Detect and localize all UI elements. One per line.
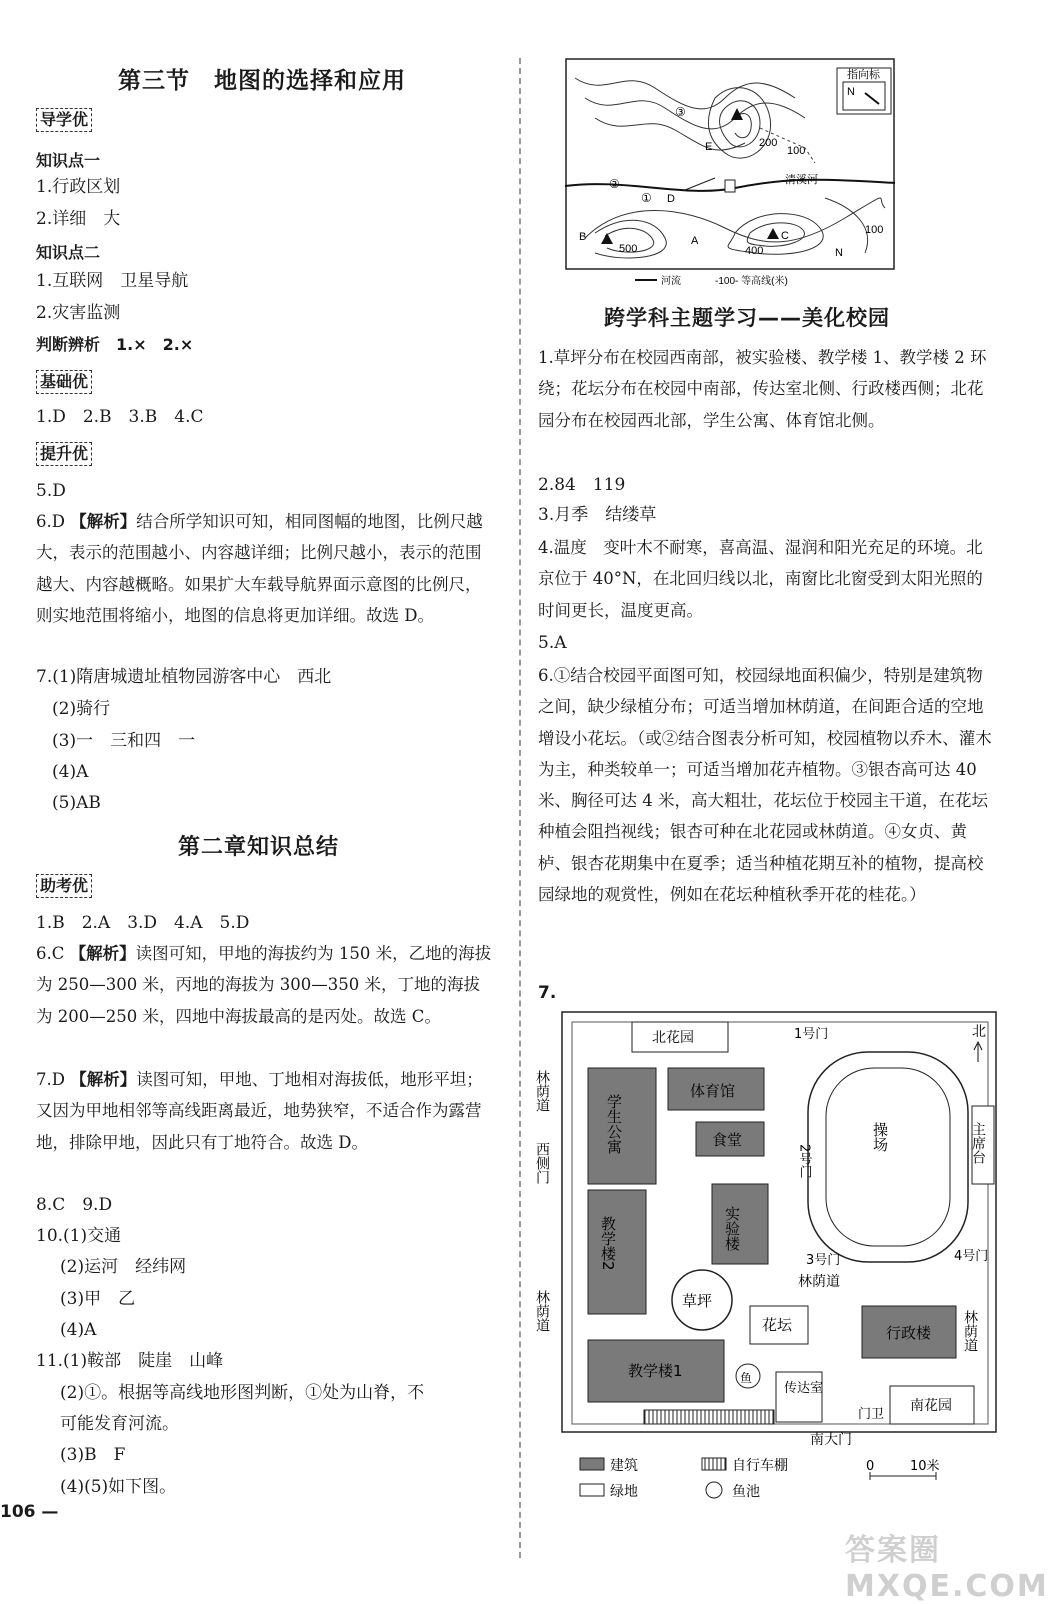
north-garden-label: 北花园 bbox=[652, 1030, 694, 1046]
contour-100: 100 bbox=[787, 145, 806, 157]
teach2-label: 教学楼2 bbox=[599, 1216, 617, 1271]
r-q7: 7. bbox=[538, 983, 557, 1003]
r-q6: 6.①结合校园平面图可知，校园绿地面积偏少，特别是建筑物之间，缺少绿植分布；可适当增加林荫道，在间距合适的空地增设小花坛。（或②结合图表分析可知，校园植物以乔木、灌木为主，种类较单一；可适当增加花卉植物。③银杏高可达 40 米、胸径可达 4 米，高大粗壮，花坛位于校园主干道，在花坛种植会阻挡视线；银杏可种在北花园或林荫道。④女贞、黄栌、银杏花期集中在夏季；适当种植花期互补的植物，提高校园绿地的观赏性，例如在花坛种植秋季开花的桂花。） bbox=[538, 666, 992, 905]
q11-2: (2)①。根据等高线地形图判断，①处为山脊，不 bbox=[60, 1383, 425, 1403]
contour-100b: 100 bbox=[865, 224, 884, 236]
judge-answer: 判断辨析 1.× 2.× bbox=[36, 335, 194, 354]
q11-3: (3)B F bbox=[60, 1445, 126, 1465]
west-gate-label: 西侧门 bbox=[534, 1142, 550, 1184]
q6b-jiexi: 【解析】 bbox=[69, 944, 136, 963]
q5-answer: 5.D bbox=[36, 481, 66, 501]
kp2-item-2: 2.灾害监测 bbox=[36, 303, 121, 323]
legend-contour: -100- 等高线(米) bbox=[715, 276, 788, 287]
q7b-text: 读图可知，甲地、丁地相对海拔低，地形平坦；又因为甲地相邻等高线距离最近，地势狭窄，不适合作为露营地，排除甲地，因此只有丁地符合。故选 D。 bbox=[36, 1070, 483, 1152]
q11-4-5: (4)(5)如下图。 bbox=[60, 1477, 177, 1497]
gate1-label: 1号门 bbox=[794, 1027, 829, 1042]
label-1: ① bbox=[641, 191, 652, 205]
jichu-answers: 1.D 2.B 3.B 4.C bbox=[36, 407, 204, 427]
gate-guard-label: 门卫 bbox=[858, 1407, 885, 1422]
label-a: A bbox=[691, 235, 699, 247]
r-q4: 4.温度 变叶木不耐寒，喜高温、湿润和阳光充足的环境。北京位于 40°N，在北回归线以北，南窗比北窗受到太阳光照的时间更长，温度更高。 bbox=[538, 538, 983, 620]
stand-label: 主席台 bbox=[970, 1122, 986, 1164]
scale-0: 0 bbox=[866, 1459, 875, 1474]
q10-4: (4)A bbox=[60, 1320, 97, 1340]
kp1-item-1: 1.行政区划 bbox=[36, 177, 121, 197]
watermark: 答案圈 MXQE.COM bbox=[845, 1533, 1049, 1604]
north-label: 北 bbox=[972, 1024, 986, 1040]
q6-text: 结合所学知识可知，相同图幅的地图，比例尺越大，表示的范围越小、内容越详细；比例尺越小，表示的范围越大、内容越概略。如果扩大车载导航界面示意图的比例尺，则实地范围将缩小，地图的信息将更加详细。故选 D。 bbox=[36, 512, 483, 625]
dorm-label: 学生公寓 bbox=[605, 1094, 623, 1154]
fish-legend-icon bbox=[706, 1482, 722, 1498]
q8-9-answers: 8.C 9.D bbox=[36, 1195, 113, 1215]
gate4-label: 4号门 bbox=[954, 1249, 989, 1264]
q11-2-cont: 可能发育河流。 bbox=[60, 1414, 179, 1434]
tag-zhukao: 助考优 bbox=[36, 874, 92, 898]
building-legend-icon bbox=[580, 1458, 604, 1470]
contour-500: 500 bbox=[619, 243, 638, 255]
south-gate-label: 南大门 bbox=[810, 1432, 852, 1448]
compass-label: 指向标 bbox=[847, 69, 880, 81]
label-c: C bbox=[781, 230, 789, 242]
q6b-text: 读图可知，甲地的海拔约为 150 米，乙地的海拔为 250—300 米，丙地的海拔为 300—350 米，丁地的海拔为 200—250 米，四地中海拔最高的是丙处。故选 C。 bbox=[36, 944, 492, 1026]
field-label: 操场 bbox=[871, 1122, 889, 1152]
q11-1: 11.(1)鞍部 陡崖 山峰 bbox=[36, 1351, 224, 1371]
bike-legend-icon bbox=[702, 1458, 726, 1470]
page-number: 106 — bbox=[0, 1502, 59, 1522]
legend-green: 绿地 bbox=[610, 1484, 638, 1500]
tag-jichu: 基础优 bbox=[36, 370, 92, 394]
south-garden-label: 南花园 bbox=[910, 1398, 952, 1414]
river-label: 清溪河 bbox=[785, 174, 818, 186]
campus-plan bbox=[534, 1010, 1010, 1530]
teach1-label: 教学楼1 bbox=[628, 1362, 683, 1380]
q7-3: (3)一 三和四 一 bbox=[52, 731, 196, 751]
lin-s-label: 林荫道 bbox=[798, 1274, 840, 1290]
legend-river: 河流 bbox=[661, 276, 681, 287]
contour-200: 200 bbox=[759, 137, 778, 149]
green-legend-icon bbox=[580, 1484, 604, 1496]
column-divider bbox=[519, 58, 521, 1558]
legend-building: 建筑 bbox=[610, 1458, 638, 1474]
section-title: 第三节 地图的选择和应用 bbox=[118, 68, 406, 94]
label-3: ③ bbox=[675, 105, 686, 119]
kp1-item-2: 2.详细 大 bbox=[36, 209, 121, 229]
q7-1: 7.(1)隋唐城遗址植物园游客中心 西北 bbox=[36, 667, 332, 687]
q6-label: 6.D bbox=[36, 512, 65, 531]
lawn-label: 草坪 bbox=[682, 1292, 713, 1310]
label-2: ② bbox=[609, 177, 620, 191]
admin-label: 行政楼 bbox=[886, 1324, 932, 1342]
lab-label: 实验楼 bbox=[723, 1206, 741, 1251]
kp2-heading: 知识点二 bbox=[36, 243, 101, 262]
lin-w2-label: 林荫道 bbox=[534, 1290, 550, 1332]
q10-3: (3)甲 乙 bbox=[60, 1289, 136, 1309]
gate3-label: 3号门 bbox=[806, 1253, 841, 1268]
r-q5: 5.A bbox=[538, 633, 567, 653]
chapter-title: 第二章知识总结 bbox=[178, 835, 340, 860]
contour-map bbox=[565, 58, 895, 290]
flower-label: 花坛 bbox=[762, 1316, 793, 1334]
contour-400: 400 bbox=[745, 245, 764, 257]
r-q3: 3.月季 结缕草 bbox=[538, 505, 657, 525]
tag-daoxue: 导学优 bbox=[36, 108, 92, 132]
legend-fish: 鱼池 bbox=[732, 1484, 760, 1500]
section-title-2: 跨学科主题学习——美化校园 bbox=[604, 306, 890, 330]
q6b-answer bbox=[36, 938, 496, 1032]
q7-4: (4)A bbox=[52, 762, 89, 782]
label-e: E bbox=[705, 141, 713, 153]
gym-label: 体育馆 bbox=[690, 1082, 736, 1100]
q7b-label: 7.D bbox=[36, 1070, 65, 1089]
scale-10: 10米 bbox=[910, 1459, 940, 1474]
kp2-item-1: 1.互联网 卫星导航 bbox=[36, 271, 189, 291]
lin-w1-label: 林荫道 bbox=[534, 1070, 550, 1112]
q7b-answer bbox=[36, 1064, 496, 1158]
q6-jiexi: 【解析】 bbox=[70, 512, 137, 531]
q7-2: (2)骑行 bbox=[52, 699, 111, 719]
q10-1: 10.(1)交通 bbox=[36, 1226, 122, 1246]
label-b: B bbox=[579, 231, 587, 243]
guard-label: 传达室 bbox=[784, 1381, 824, 1396]
tag-tisheng: 提升优 bbox=[36, 442, 92, 466]
fish-label: 鱼 bbox=[740, 1371, 753, 1385]
label-d: D bbox=[667, 193, 675, 205]
canteen-label: 食堂 bbox=[712, 1131, 743, 1149]
gate2-label: 2号门 bbox=[796, 1144, 812, 1179]
label-n: N bbox=[835, 247, 843, 259]
q7b-jiexi: 【解析】 bbox=[70, 1070, 137, 1089]
kp1-heading: 知识点一 bbox=[36, 151, 101, 170]
q6-answer bbox=[36, 506, 496, 631]
zhukao-answers: 1.B 2.A 3.D 4.A 5.D bbox=[36, 913, 250, 933]
q6b-label: 6.C bbox=[36, 944, 65, 963]
r-q1: 1.草坪分布在校园西南部，被实验楼、教学楼 1、教学楼 2 环绕；花坛分布在校园中南部，传达室北侧、行政楼西侧；北花园分布在校园西北部，学生公寓、体育馆北侧。 bbox=[538, 348, 987, 430]
q10-2: (2)运河 经纬网 bbox=[60, 1257, 187, 1277]
q7-5: (5)AB bbox=[52, 793, 101, 813]
compass-north: N bbox=[847, 86, 855, 98]
lin-e-label: 林荫道 bbox=[962, 1310, 978, 1352]
legend-bike: 自行车棚 bbox=[732, 1458, 788, 1474]
r-q2: 2.84 119 bbox=[538, 475, 626, 495]
